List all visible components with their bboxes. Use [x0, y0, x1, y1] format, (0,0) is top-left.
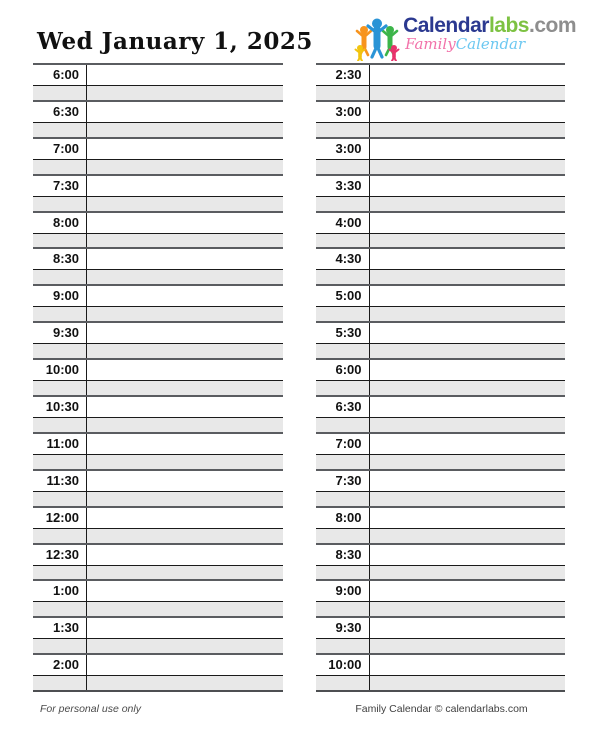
time-column-gap [33, 676, 87, 690]
time-slot-shaded-row [316, 418, 566, 432]
time-slot-shaded-row [316, 160, 566, 174]
time-slot [33, 395, 283, 432]
time-label: 1:00 [33, 581, 87, 601]
time-slot-shaded-row [33, 676, 283, 690]
time-label: 7:00 [33, 139, 87, 159]
time-slot-row [33, 249, 283, 270]
entry-writing-area [370, 397, 566, 417]
time-label: 9:00 [316, 581, 370, 601]
time-label: 11:30 [33, 471, 87, 491]
entry-writing-area-shaded [87, 676, 283, 690]
time-slot-shaded-row [33, 270, 283, 284]
logo-tagline-family: Family [405, 35, 456, 53]
logo-text [403, 15, 576, 52]
entry-writing-area-shaded [370, 160, 566, 174]
time-slot-row [33, 434, 283, 455]
schedule-column-left [33, 63, 283, 692]
time-label: 3:00 [316, 102, 370, 122]
time-label: 10:00 [316, 655, 370, 675]
time-label: 10:30 [33, 397, 87, 417]
logo-brand [403, 15, 576, 36]
time-column-gap [33, 602, 87, 616]
entry-writing-area [370, 655, 566, 675]
time-label: 3:30 [316, 176, 370, 196]
entry-writing-area-shaded [87, 307, 283, 321]
time-column-gap [33, 418, 87, 432]
time-column-gap [33, 344, 87, 358]
time-label: 6:00 [33, 65, 87, 85]
time-slot [33, 579, 283, 616]
time-column-gap [316, 566, 370, 580]
entry-writing-area-shaded [370, 566, 566, 580]
time-column-gap [316, 639, 370, 653]
entry-writing-area-shaded [370, 197, 566, 211]
time-slot [33, 100, 283, 137]
time-label: 7:00 [316, 434, 370, 454]
time-slot-shaded-row [33, 566, 283, 580]
time-slot-shaded-row [316, 234, 566, 248]
time-slot-shaded-row [316, 344, 566, 358]
time-column-gap [33, 492, 87, 506]
time-slot [33, 469, 283, 506]
time-label: 4:30 [316, 249, 370, 269]
time-column-gap [316, 492, 370, 506]
time-slot [316, 358, 566, 395]
time-label: 9:00 [33, 286, 87, 306]
time-slot-shaded-row [33, 123, 283, 137]
time-label: 8:00 [33, 213, 87, 233]
time-slot-row [33, 323, 283, 344]
time-slot-shaded-row [316, 270, 566, 284]
time-slot [316, 506, 566, 543]
time-slot [33, 616, 283, 653]
time-slot-row [316, 102, 566, 123]
time-column-gap [33, 123, 87, 137]
entry-writing-area [87, 471, 283, 491]
time-slot [33, 247, 283, 284]
time-slot [316, 247, 566, 284]
time-slot-row [316, 434, 566, 455]
footer-copyright-note: Family Calendar © calendarlabs.com [355, 703, 528, 715]
time-label: 10:00 [33, 360, 87, 380]
time-slot [316, 63, 566, 100]
entry-writing-area [370, 508, 566, 528]
entry-writing-area [370, 323, 566, 343]
time-slot [316, 469, 566, 506]
time-column-gap [316, 234, 370, 248]
time-slot-shaded-row [33, 344, 283, 358]
time-slot-row [316, 397, 566, 418]
entry-writing-area [370, 102, 566, 122]
time-slot-shaded-row [33, 602, 283, 616]
time-slot-row [33, 397, 283, 418]
entry-writing-area-shaded [87, 418, 283, 432]
time-column-gap [33, 639, 87, 653]
entry-writing-area [87, 323, 283, 343]
time-column-gap [33, 566, 87, 580]
time-column-gap [33, 234, 87, 248]
time-column-gap [316, 602, 370, 616]
entry-writing-area [87, 176, 283, 196]
time-slot-shaded-row [316, 566, 566, 580]
time-column-gap [33, 529, 87, 543]
time-slot-row [316, 323, 566, 344]
entry-writing-area [370, 176, 566, 196]
time-slot [33, 543, 283, 580]
entry-writing-area-shaded [370, 381, 566, 395]
time-column-gap [316, 197, 370, 211]
time-label: 1:30 [33, 618, 87, 638]
logo-tagline [405, 37, 576, 52]
time-slot-shaded-row [316, 639, 566, 653]
time-label: 5:30 [316, 323, 370, 343]
entry-writing-area [87, 102, 283, 122]
time-label: 8:30 [33, 249, 87, 269]
entry-writing-area [87, 360, 283, 380]
entry-writing-area-shaded [87, 344, 283, 358]
time-slot [33, 174, 283, 211]
entry-writing-area-shaded [87, 639, 283, 653]
time-label: 6:30 [33, 102, 87, 122]
logo-brand-com: .com [528, 14, 576, 37]
entry-writing-area [370, 360, 566, 380]
time-label: 9:30 [33, 323, 87, 343]
entry-writing-area [87, 249, 283, 269]
entry-writing-area-shaded [87, 270, 283, 284]
time-slot-row [316, 176, 566, 197]
entry-writing-area [370, 545, 566, 565]
time-column-gap [33, 307, 87, 321]
time-label: 5:00 [316, 286, 370, 306]
time-column-gap [316, 418, 370, 432]
entry-writing-area [87, 65, 283, 85]
entry-writing-area [370, 213, 566, 233]
time-slot-row [33, 139, 283, 160]
entry-writing-area [87, 434, 283, 454]
time-slot-shaded-row [316, 123, 566, 137]
time-slot-row [316, 213, 566, 234]
time-column-gap [33, 86, 87, 100]
entry-writing-area-shaded [87, 566, 283, 580]
time-slot-row [33, 65, 283, 86]
time-slot-row [33, 213, 283, 234]
time-slot-row [316, 545, 566, 566]
time-column-gap [316, 86, 370, 100]
time-slot-row [33, 360, 283, 381]
entry-writing-area [370, 581, 566, 601]
time-slot-row [316, 360, 566, 381]
time-column-gap [33, 381, 87, 395]
time-slot-shaded-row [33, 418, 283, 432]
entry-writing-area-shaded [370, 639, 566, 653]
time-column-gap [316, 344, 370, 358]
time-slot [316, 616, 566, 653]
page-title: Wed January 1, 2025 [37, 28, 313, 55]
time-slot-shaded-row [316, 86, 566, 100]
entry-writing-area [370, 434, 566, 454]
time-slot [316, 211, 566, 248]
entry-writing-area-shaded [87, 234, 283, 248]
time-column-gap [316, 123, 370, 137]
time-slot [316, 543, 566, 580]
time-slot [316, 432, 566, 469]
time-column-gap [33, 455, 87, 469]
time-column-gap [316, 270, 370, 284]
time-slot [316, 653, 566, 690]
time-slot-shaded-row [33, 160, 283, 174]
entry-writing-area-shaded [370, 123, 566, 137]
time-slot [316, 395, 566, 432]
time-slot-shaded-row [33, 381, 283, 395]
time-slot-shaded-row [316, 307, 566, 321]
entry-writing-area-shaded [370, 676, 566, 690]
time-slot-row [33, 508, 283, 529]
entry-writing-area-shaded [370, 270, 566, 284]
time-slot-row [33, 655, 283, 676]
entry-writing-area-shaded [87, 86, 283, 100]
time-slot-row [33, 286, 283, 307]
time-label: 2:30 [316, 65, 370, 85]
time-label: 7:30 [33, 176, 87, 196]
entry-writing-area [370, 65, 566, 85]
entry-writing-area-shaded [370, 455, 566, 469]
time-column-gap [316, 676, 370, 690]
time-label: 12:00 [33, 508, 87, 528]
time-slot [316, 100, 566, 137]
time-slot-row [316, 618, 566, 639]
time-column-gap [316, 160, 370, 174]
time-slot-shaded-row [33, 86, 283, 100]
time-slot [33, 358, 283, 395]
entry-writing-area-shaded [87, 123, 283, 137]
time-slot-shaded-row [33, 197, 283, 211]
time-label: 6:00 [316, 360, 370, 380]
entry-writing-area-shaded [370, 529, 566, 543]
time-slot [33, 137, 283, 174]
footer [0, 700, 600, 720]
time-slot [316, 137, 566, 174]
time-slot-row [316, 471, 566, 492]
time-slot-row [316, 249, 566, 270]
entry-writing-area-shaded [87, 381, 283, 395]
entry-writing-area-shaded [370, 602, 566, 616]
time-slot-shaded-row [33, 492, 283, 506]
time-slot [33, 321, 283, 358]
time-label: 6:30 [316, 397, 370, 417]
family-figures-icon [353, 17, 401, 61]
time-slot-shaded-row [316, 492, 566, 506]
time-slot-row [316, 655, 566, 676]
entry-writing-area-shaded [370, 86, 566, 100]
footer-personal-use-note: For personal use only [40, 703, 141, 715]
time-slot [316, 174, 566, 211]
entry-writing-area-shaded [370, 234, 566, 248]
time-slot [33, 432, 283, 469]
time-label: 7:30 [316, 471, 370, 491]
time-slot-row [33, 102, 283, 123]
time-label: 8:30 [316, 545, 370, 565]
logo-brand-calendar: Calendar [403, 14, 489, 37]
time-slot-shaded-row [316, 529, 566, 543]
time-column-gap [33, 270, 87, 284]
time-label: 2:00 [33, 655, 87, 675]
header [0, 0, 600, 63]
time-label: 12:30 [33, 545, 87, 565]
time-slot [316, 321, 566, 358]
time-column-gap [316, 455, 370, 469]
time-slot-row [316, 286, 566, 307]
entry-writing-area-shaded [87, 529, 283, 543]
entry-writing-area [87, 581, 283, 601]
time-label: 4:00 [316, 213, 370, 233]
entry-writing-area [370, 139, 566, 159]
time-label: 11:00 [33, 434, 87, 454]
entry-writing-area [87, 213, 283, 233]
time-slot [33, 284, 283, 321]
time-column-gap [33, 160, 87, 174]
entry-writing-area [87, 139, 283, 159]
time-slot [316, 579, 566, 616]
time-slot [316, 284, 566, 321]
time-slot [33, 211, 283, 248]
time-slot-shaded-row [316, 455, 566, 469]
schedule-column-right [316, 63, 566, 692]
entry-writing-area [87, 545, 283, 565]
entry-writing-area [87, 286, 283, 306]
time-slot-row [33, 176, 283, 197]
time-slot-shaded-row [33, 307, 283, 321]
time-column-gap [33, 197, 87, 211]
entry-writing-area-shaded [87, 160, 283, 174]
calendarlabs-logo [353, 15, 576, 61]
time-label: 9:30 [316, 618, 370, 638]
time-label: 3:00 [316, 139, 370, 159]
schedule-grid [33, 63, 565, 692]
time-slot-row [316, 139, 566, 160]
time-slot-row [33, 471, 283, 492]
entry-writing-area [370, 471, 566, 491]
entry-writing-area [87, 655, 283, 675]
logo-brand-labs: labs [488, 14, 529, 37]
entry-writing-area [370, 249, 566, 269]
time-slot [33, 653, 283, 690]
time-slot-row [33, 581, 283, 602]
entry-writing-area-shaded [370, 344, 566, 358]
time-slot-shaded-row [316, 676, 566, 690]
time-column-gap [316, 381, 370, 395]
entry-writing-area-shaded [87, 455, 283, 469]
time-column-gap [316, 307, 370, 321]
time-slot-row [316, 508, 566, 529]
time-slot-shaded-row [316, 381, 566, 395]
entry-writing-area-shaded [87, 602, 283, 616]
time-slot-shaded-row [33, 639, 283, 653]
entry-writing-area [87, 508, 283, 528]
time-slot-shaded-row [316, 197, 566, 211]
time-column-gap [316, 529, 370, 543]
time-slot-shaded-row [33, 529, 283, 543]
entry-writing-area [87, 618, 283, 638]
entry-writing-area [370, 286, 566, 306]
entry-writing-area [370, 618, 566, 638]
time-slot-shaded-row [33, 455, 283, 469]
time-slot-row [316, 65, 566, 86]
time-slot-shaded-row [316, 602, 566, 616]
entry-writing-area-shaded [370, 418, 566, 432]
entry-writing-area-shaded [87, 197, 283, 211]
entry-writing-area-shaded [87, 492, 283, 506]
entry-writing-area-shaded [370, 492, 566, 506]
time-slot-row [316, 581, 566, 602]
logo-tagline-calendar: Calendar [455, 35, 526, 53]
time-slot [33, 63, 283, 100]
time-slot-row [33, 618, 283, 639]
entry-writing-area-shaded [370, 307, 566, 321]
time-label: 8:00 [316, 508, 370, 528]
time-slot [33, 506, 283, 543]
time-slot-shaded-row [33, 234, 283, 248]
time-slot-row [33, 545, 283, 566]
entry-writing-area [87, 397, 283, 417]
